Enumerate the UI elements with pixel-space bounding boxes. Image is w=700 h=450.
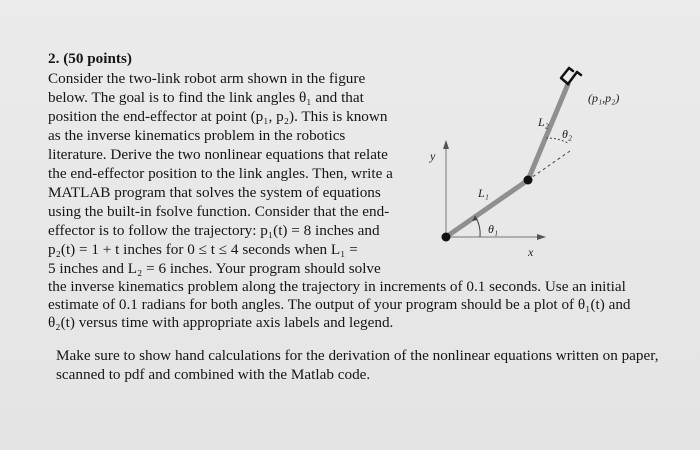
link-2-label: L₂ bbox=[538, 115, 549, 129]
problem-line: literature. Derive the two nonlinear equations that relate bbox=[48, 146, 388, 163]
problem-line: below. The goal is to find the link angles θ₁ and that bbox=[48, 89, 364, 106]
problem-heading: 2. (50 points) bbox=[48, 50, 132, 67]
y-axis-arrow bbox=[443, 140, 449, 149]
problem-line: estimate of 0.1 radians for both angles. The output of your program should be a plot of θ₁(t) and bbox=[48, 296, 631, 313]
problem-line: the end-effector position to the link angles. Then, write a bbox=[48, 165, 393, 182]
y-axis-label: y bbox=[430, 149, 436, 163]
note-line: Make sure to show hand calculations for the derivation of the nonlinear equations written on paper, bbox=[56, 347, 659, 364]
end-effector-gripper-icon bbox=[561, 68, 581, 84]
problem-line: the inverse kinematics problem along the trajectory in increments of 0.1 seconds. Use an initial bbox=[48, 278, 626, 295]
endpoint-label: (p₁,p₂) bbox=[588, 91, 620, 105]
x-axis-label: x bbox=[528, 245, 534, 259]
theta1-label: θ₁ bbox=[488, 222, 499, 236]
problem-line: using the built-in fsolve function. Consider that the end- bbox=[48, 203, 390, 220]
problem-line: effector is to follow the trajectory: p₁(t) = 8 inches and bbox=[48, 222, 380, 239]
note-line: scanned to pdf and combined with the Matlab code. bbox=[56, 366, 371, 383]
problem-line: as the inverse kinematics problem in the robotics bbox=[48, 127, 346, 144]
problem-line: θ₂(t) versus time with appropriate axis labels and legend. bbox=[48, 314, 394, 331]
robot-arm-diagram bbox=[418, 60, 678, 270]
base-joint bbox=[442, 233, 451, 242]
link-1-label: L₁ bbox=[478, 186, 489, 200]
problem-line: Consider the two-link robot arm shown in the figure bbox=[48, 70, 366, 87]
problem-line: 5 inches and L₂ = 6 inches. Your program should solve bbox=[48, 260, 381, 277]
problem-line: position the end-effector at point (p₁, p₂). This is known bbox=[48, 108, 388, 125]
problem-line: p₂(t) = 1 + t inches for 0 ≤ t ≤ 4 seconds when L₁ = bbox=[48, 241, 358, 258]
theta2-label: θ₂ bbox=[562, 127, 573, 141]
elbow-joint bbox=[524, 176, 533, 185]
x-axis-arrow bbox=[537, 234, 546, 240]
problem-line: MATLAB program that solves the system of equations bbox=[48, 184, 381, 201]
